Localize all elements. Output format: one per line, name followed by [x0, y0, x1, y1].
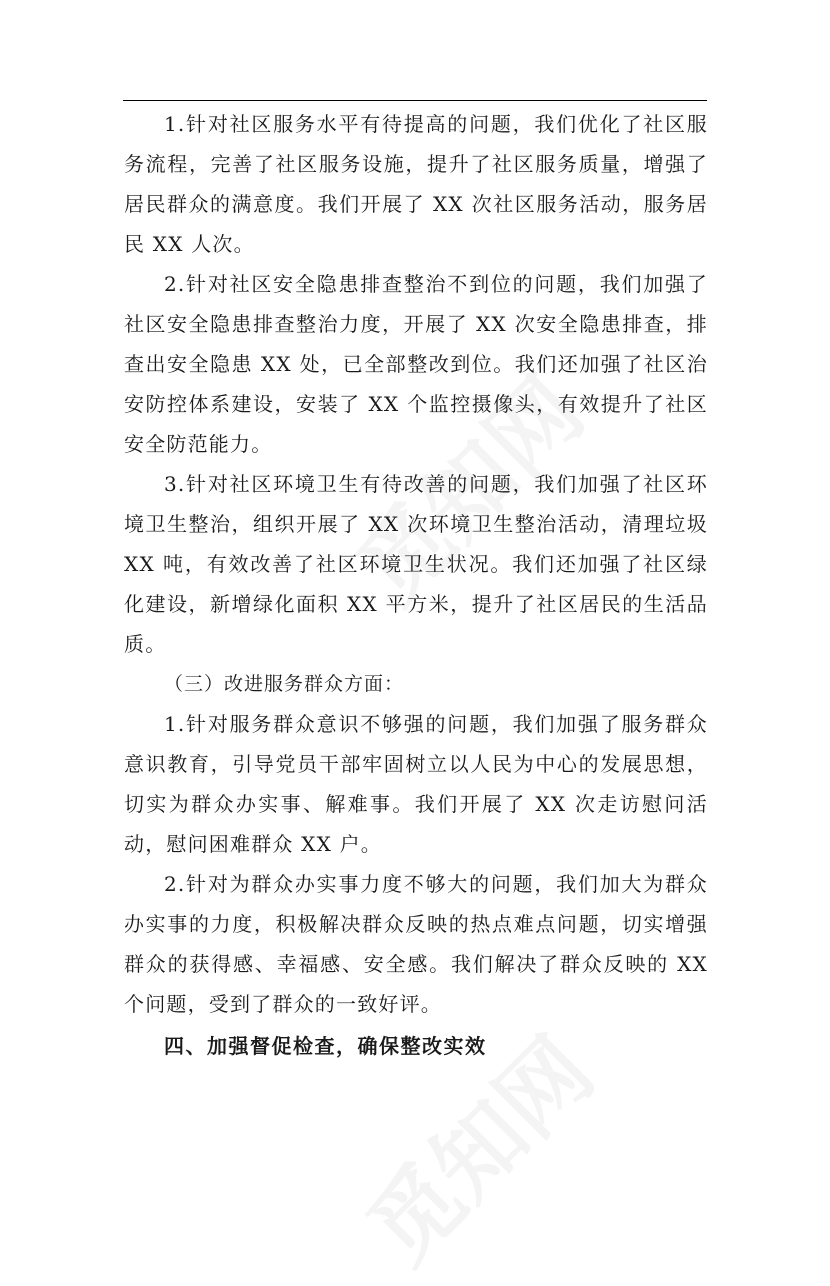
section-heading-supervision: 四、加强督促检查，确保整改实效	[164, 1034, 487, 1058]
paragraph-community-service: 1.针对社区服务水平有待提高的问题，我们优化了社区服务流程，完善了社区服务设施，提升了社区服务质量，增强了居民群众的满意度。我们开展了 XX 次社区服务活动，服务居民 XX 人次。	[124, 112, 708, 256]
paragraph-safety-hazards: 2.针对社区安全隐患排查整治不到位的问题，我们加强了社区安全隐患排查整治力度，开展了 XX 次安全隐患排查，排查出安全隐患 XX 处，已全部整改到位。我们还加强了社区治安防控体系建设，安装了 XX 个监控摄像头，有效提升了社区安全防范能力。	[124, 272, 708, 456]
paragraph-environment-hygiene: 3.针对社区环境卫生有待改善的问题，我们加强了社区环境卫生整治，组织开展了 XX 次环境卫生整治活动，清理垃圾 XX 吨，有效改善了社区环境卫生状况。我们还加强了社区绿化建设，新增绿化面积 XX 平方米，提升了社区居民的生活品质。	[124, 472, 708, 656]
paragraph-practical-deeds: 2.针对为群众办实事力度不够大的问题，我们加大为群众办实事的力度，积极解决群众反映的热点难点问题，切实增强群众的获得感、幸福感、安全感。我们解决了群众反映的 XX 个问题，受到了群众的一致好评。	[124, 872, 708, 1016]
header-rule	[123, 100, 707, 101]
paragraph-service-awareness: 1.针对服务群众意识不够强的问题，我们加强了服务群众意识教育，引导党员干部牢固树立以人民为中心的发展思想，切实为群众办实事、解难事。我们开展了 XX 次走访慰问活动，慰问困难群众 XX 户。	[124, 712, 708, 856]
subsection-heading-serve-masses: （三）改进服务群众方面：	[164, 673, 405, 695]
document-body	[124, 104, 708, 1066]
